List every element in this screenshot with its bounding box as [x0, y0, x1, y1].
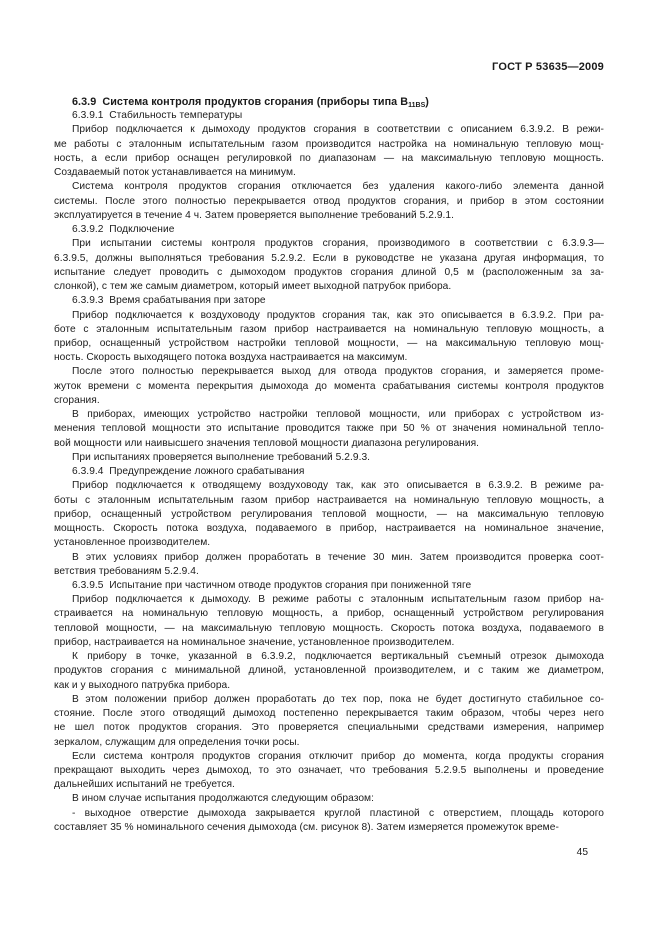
- text-line: прекращают выходить через дымоход, то это означает, что требования 5.2.9.5 выполнены и проведение: [54, 765, 604, 777]
- appliance-type-subscript: 11BS: [408, 102, 426, 109]
- text-line: эксплуатируется в течение 4 ч. Затем проверяется выполнение требований 5.2.9.1.: [54, 209, 455, 221]
- text-line: дальнейших испытаний не требуется.: [54, 779, 235, 791]
- text-line: Прибор подключается к отводящему воздуховоду так, как это описывается в 6.3.9.2. В режиме ра-: [72, 480, 604, 492]
- text-line: При испытаниях проверяется выполнение требований 5.2.9.3.: [72, 451, 371, 463]
- text-line: В этом положении прибор должен проработать до тех пор, пока не будет достигнуто стабильное со-: [72, 693, 604, 705]
- text-line: слонкой), с тем же самым диаметром, который имеет выходной патрубок прибора.: [54, 281, 452, 293]
- text-line: тепловой мощности, — на максимальную тепловую мощность. Скорость потока воздуха, подаваемого в: [54, 622, 604, 634]
- text-line: ность. Скорость выходящего потока воздуха настраивается на максимум.: [54, 352, 408, 364]
- heading-text: ): [425, 96, 429, 108]
- text-line: мощность. Скорость потока воздуха, подаваемого в прибор, настраивается на номинальное значение,: [54, 523, 604, 535]
- paragraph: [54, 750, 604, 793]
- text-line: прибор, оснащенный устройством настройки тепловой мощности, — на максимальную тепловую мощ-: [54, 337, 604, 349]
- section-heading: [54, 95, 604, 109]
- heading-text: 6.3.9 Система контроля продуктов сгорания (приборы типа B: [72, 96, 409, 108]
- text-line: Прибор подключается к воздуховоду продуктов сгорания так, как это описывается в 6.3.9.2. При ра-: [72, 309, 604, 321]
- text-line: как и у выходного патрубка прибора.: [54, 679, 231, 691]
- text-line: не шел поток продуктов сгорания. Это проверяется специальными средствами измерения, например: [54, 722, 604, 734]
- text-line: После этого полностью перекрывается выход для отвода продуктов сгорания, и замеряется проме-: [72, 366, 604, 378]
- paragraph: [54, 650, 604, 693]
- paragraph: [54, 551, 604, 579]
- text-line: В ином случае испытания продолжаются следующим образом:: [72, 793, 374, 805]
- text-line: ность, а если прибор оснащен регулировкой по диапазонам — на максимальную тепловую мощность.: [54, 152, 604, 164]
- text-line: страивается на номинальную тепловую мощность, а прибор, оснащенный устройством регулирования: [54, 608, 604, 620]
- paragraph: [54, 123, 604, 180]
- paragraph: [54, 593, 604, 650]
- paragraph: [54, 693, 604, 750]
- subsection-heading: 6.3.9.2 Подключение: [72, 224, 175, 236]
- subsection-heading: 6.3.9.5 Испытание при частичном отводе продуктов сгорания при пониженной тяге: [72, 579, 472, 591]
- standard-designation: ГОСТ Р 53635—2009: [492, 61, 604, 73]
- text-line: испытание следует проводить с дымоходом продуктов сгорания длиной 0,5 м (расположенным за за-: [54, 266, 604, 278]
- text-line: Создаваемый поток устанавливается на минимум.: [54, 167, 296, 179]
- text-line: Если система контроля продуктов сгорания отключит прибор до момента, когда продукты сгорания: [72, 750, 604, 762]
- document-content: [54, 95, 604, 835]
- text-line: ветствия требованиям 5.2.9.4.: [54, 565, 199, 577]
- text-line: системы. После этого полностью перекрывается отвод продуктов сгорания, и прибор в этом состоянии: [54, 195, 604, 207]
- text-line: жуток времени с момента перекрытия дымохода до момента срабатывания системы контроля продуктов: [54, 380, 604, 392]
- text-line: сгорания.: [54, 394, 100, 406]
- paragraph: [54, 479, 604, 550]
- text-line: прибор, оснащенный устройством регулирования тепловой мощности, — на максимальную тепловую: [54, 508, 604, 520]
- text-line: боты с эталонным испытательным газом прибор настраивается на номинальную тепловую мощность, а: [54, 494, 604, 506]
- text-line: ме работы с эталонным испытательным газом производится настройка на номинальную тепловую мощ-: [54, 138, 604, 150]
- text-line: стояние. После этого отводящий дымоход постепенно перекрывается таким образом, чтобы через него: [54, 708, 604, 720]
- paragraph: [54, 408, 604, 451]
- text-line: 6.3.9.5, должны выполняться требования 5.2.9.2. Если в руководстве не указана другая информация, то: [54, 252, 604, 264]
- subsection-heading: 6.3.9.4 Предупреждение ложного срабатывания: [72, 466, 305, 478]
- subsection-heading: 6.3.9.3 Время срабатывания при заторе: [72, 295, 266, 307]
- paragraph: [54, 807, 604, 835]
- text-line: К прибору в точке, указанной в 6.3.9.2, подключается вертикальный съемный отрезок дымохода: [72, 651, 604, 663]
- paragraph: [54, 365, 604, 408]
- text-line: вой мощности или наивысшего значения тепловой мощности диапазона регулирования.: [54, 437, 480, 449]
- page-footer: [54, 846, 604, 860]
- text-line: - выходное отверстие дымохода закрывается круглой пластиной с отверстием, площадь которого: [72, 807, 604, 819]
- text-line: В этих условиях прибор должен проработать в течение 30 мин. Затем производится проверка соот-: [72, 551, 604, 563]
- paragraph: [54, 180, 604, 223]
- text-line: В приборах, имеющих устройство настройки тепловой мощности, или приборах с устройством из-: [72, 409, 604, 421]
- paragraph: [54, 309, 604, 366]
- paragraph: [54, 792, 604, 806]
- text-line: менения тепловой мощности это испытание проводится также при 50 % от значения номинальной тепло-: [54, 423, 604, 435]
- text-line: прибор, настраивается на номинальное значение, установленное производителем.: [54, 636, 455, 648]
- text-line: составляет 35 % номинального сечения дымохода (см. рисунок 8). Затем измеряется промежуток време-: [54, 821, 559, 833]
- paragraph: [54, 451, 604, 465]
- text-line: установленное производителем.: [54, 537, 211, 549]
- running-header: [54, 61, 604, 73]
- text-line: зеркалом, служащим для определения точки росы.: [54, 736, 300, 748]
- page-number: 45: [576, 847, 588, 858]
- text-line: Прибор подключается к дымоходу. В режиме работы с эталонным испытательным газом прибор на-: [72, 594, 604, 606]
- text-line: боте с эталонным испытательным газом прибор настраивается на номинальную тепловую мощность, а: [54, 323, 604, 335]
- text-line: При испытании системы контроля продуктов сгорания, производимого в соответствии с 6.3.9.3—: [72, 238, 604, 250]
- text-line: Система контроля продуктов сгорания отключается без удаления какого-либо элемента данной: [72, 181, 604, 193]
- subsection-heading: 6.3.9.1 Стабильность температуры: [72, 110, 243, 122]
- paragraph: [54, 237, 604, 294]
- text-line: продуктов сгорания с минимальной длиной, установленной производителем, и с таким же диаметром,: [54, 665, 604, 677]
- text-line: Прибор подключается к дымоходу продуктов сгорания в соответствии с описанием 6.3.9.2. В режи-: [72, 124, 604, 136]
